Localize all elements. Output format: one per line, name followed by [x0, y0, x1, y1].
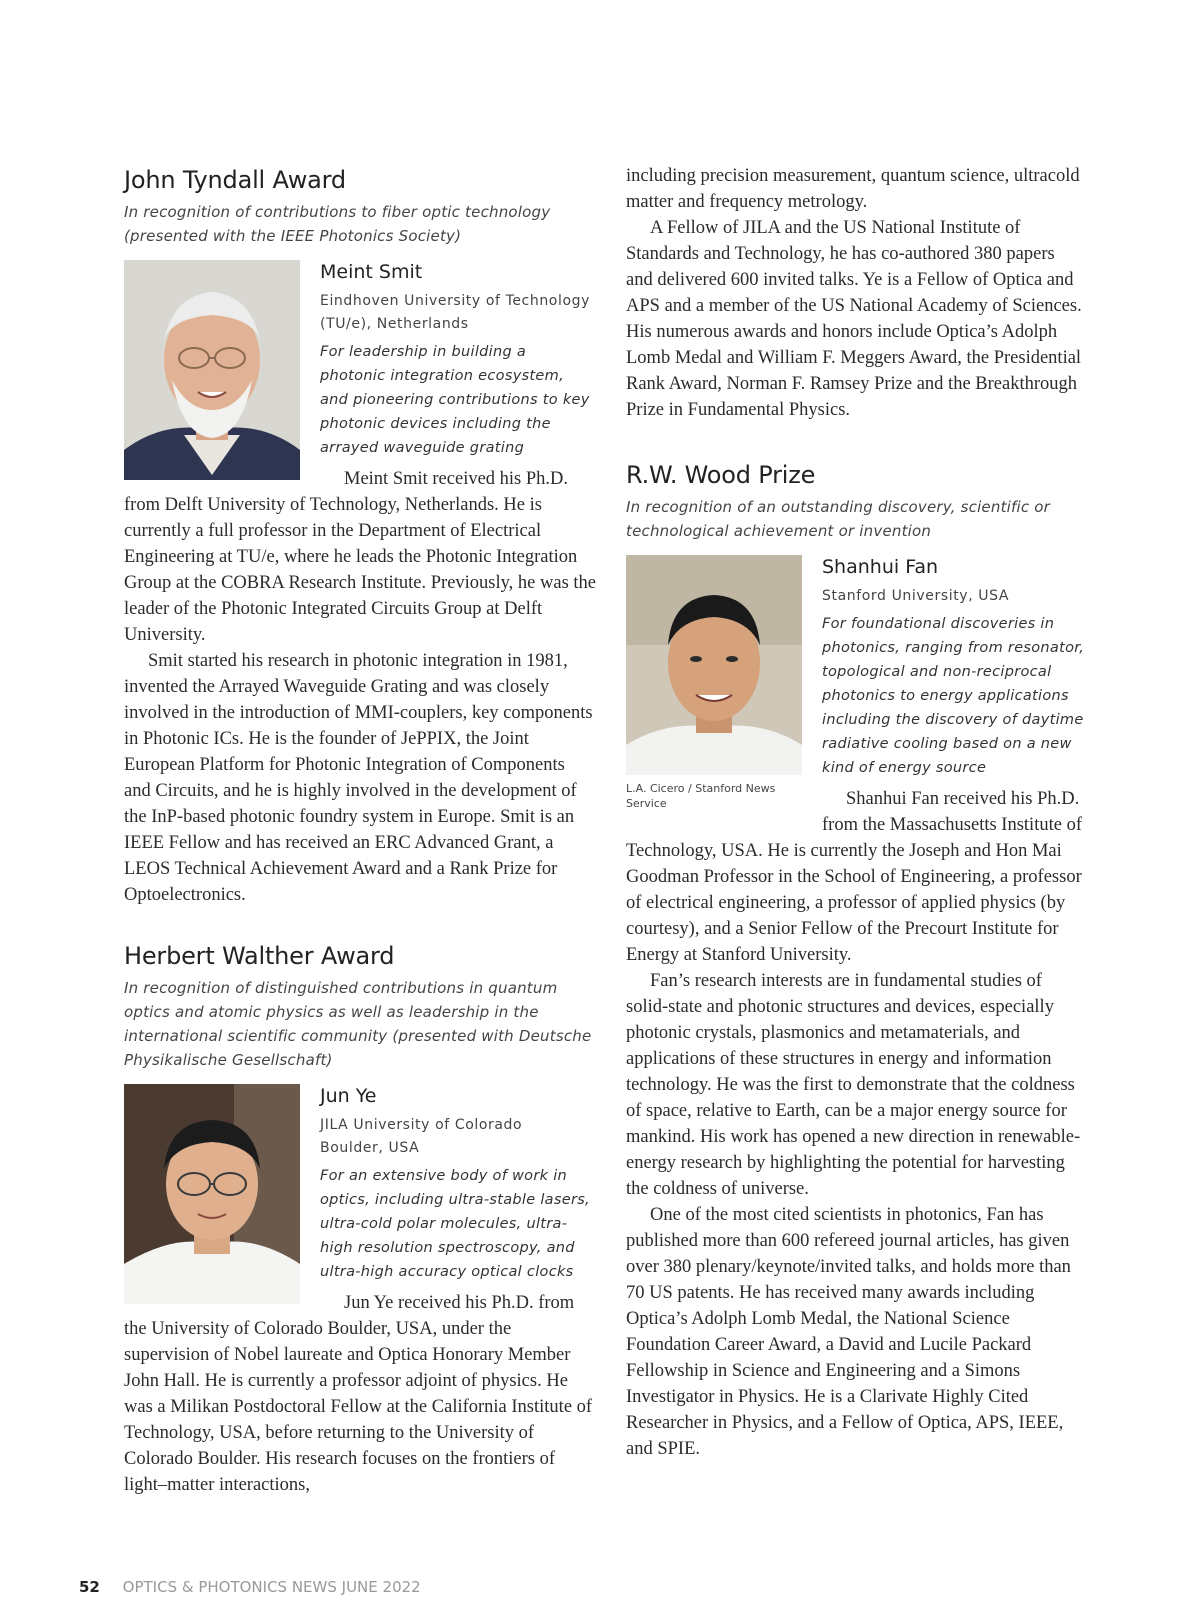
section-heading: John Tyndall Award: [124, 166, 346, 194]
left-column: [124, 166, 596, 1498]
winner-name: Meint Smit: [320, 261, 423, 283]
winner-profile: [124, 1084, 596, 1498]
winner-affiliation-country: (TU/e), Netherlands: [320, 316, 469, 332]
bio-paragraph: One of the most cited scientists in photonics, Fan has published more than 600 refereed journal articles, has given over 380 plenary/keynote/invited talks, and holds more than 70 US patents. He has received many awards including Optica’s Adolph Lomb Medal, the National Science Foundation Career Award, a David and Lucile Packard Fellowship in Science and Engineering and a Simons Investigator in Physics. He is a Clarivate Highly Cited Researcher in Physics, and a Fellow of Optica, APS, IEEE, and SPIE.: [626, 1205, 1071, 1459]
bio-paragraph: Fan’s research interests are in fundamental studies of solid-state and photonic structures and devices, especially photonic crystals, plasmonics and metamaterials, and applications of these structures in energy and information technology. He was the first to demonstrate that the coldness of space, relative to Earth, can be a major energy source for mankind. His work has opened a new direction in renewable-energy research by highlighting the potential for harvesting the coldness of universe.: [626, 971, 1081, 1199]
bio-paragraph-continued: including precision measurement, quantum science, ultracold matter and frequency metrology.: [626, 166, 1080, 212]
page-footer: [79, 1578, 421, 1596]
bio-paragraph: A Fellow of JILA and the US National Institute of Standards and Technology, he has co-authored 380 papers and delivered 600 invited talks. Ye is a Fellow of Optica and APS and a member of the US National Academy of Sciences. His numerous awards and honors include Optica’s Adolph Lomb Medal and William F. Meggers Award, the Presidential Rank Award, Norman F. Ramsey Prize and the Breakthrough Prize in Fundamental Physics.: [626, 218, 1082, 420]
page-number: 52: [79, 1578, 100, 1596]
shanhui-fan-photo: [626, 555, 802, 775]
award-citation: For foundational discoveries in photonics, ranging from resonator, topological and non-reciprocal photonics to energy applications including the discovery of daytime radiative cooling based on a new kind of energy source: [822, 616, 1085, 776]
walther-award-section: [124, 942, 596, 1498]
photo-container: [124, 1084, 300, 1304]
winner-profile: [626, 555, 1086, 1462]
section-heading: R.W. Wood Prize: [626, 461, 816, 489]
meint-smit-photo: [124, 260, 300, 480]
winner-profile: [124, 260, 596, 908]
winner-affiliation: JILA University of Colorado: [320, 1117, 523, 1133]
winner-name: Shanhui Fan: [822, 556, 939, 578]
section-spacer: [124, 908, 596, 942]
bio-paragraph: Jun Ye received his Ph.D. from the University of Colorado Boulder, USA, under the supervision of Nobel laureate and Optica Honorary Member John Hall. He is currently a professor adjoint of physics. He was a Milikan Postdoctoral Fellow at the California Institute of Technology, USA, before returning to the University of Colorado Boulder. His research focuses on the frontiers of light–matter interactions,: [124, 1293, 593, 1495]
section-heading: Herbert Walther Award: [124, 942, 395, 970]
bio-paragraph: Shanhui Fan received his Ph.D. from the Massachusetts Institute of Technology, USA. He is currently the Joseph and Hon Mai Goodman Professor in the School of Engineering, a professor of electrical engineering, a professor of applied physics (by courtesy), and a Senior Fellow of the Precourt Institute for Energy at Stanford University.: [626, 789, 1082, 965]
publication-info: OPTICS & PHOTONICS NEWS JUNE 2022: [122, 1578, 421, 1596]
section-spacer: [626, 423, 1086, 461]
bio-paragraph: Smit started his research in photonic integration in 1981, invented the Arrayed Waveguide Grating and was closely involved in the introduction of MMI-couplers, key components in Photonic ICs. He is the founder of JePPIX, the Joint European Platform for Photonic Integration of Components and Circuits, and he is highly involved in the development of the InP-based photonic foundry system in Europe. Smit is an IEEE Fellow and has received an ERC Advanced Grant, a LEOS Technical Achievement Award and a Rank Prize for Optoelectronics.: [124, 651, 593, 905]
photo-container: [124, 260, 300, 480]
photo-credit: L.A. Cicero / Stanford News Service: [626, 782, 776, 810]
award-recognition: In recognition of distinguished contributions in quantum optics and atomic physics as well as leadership in the international scientific community (presented with Deutsche Physikalische Gesellschaft): [124, 979, 592, 1069]
bio-paragraph: Meint Smit received his Ph.D. from Delft University of Technology, Netherlands. He is currently a full professor in the Department of Electrical Engineering at TU/e, where he leads the Photonic Integration Group at the COBRA Research Institute. Previously, he was the leader of the Photonic Integrated Circuits Group at Delft University.: [124, 469, 597, 645]
winner-affiliation: Stanford University, USA: [822, 588, 1010, 604]
winner-name: Jun Ye: [320, 1085, 377, 1107]
right-column: [626, 163, 1086, 1462]
photo-container: [626, 555, 802, 811]
wood-prize-section: [626, 461, 1086, 1462]
winner-affiliation: Eindhoven University of Technology: [320, 293, 590, 309]
award-citation: For leadership in building a photonic integration ecosystem, and pioneering contributions to key photonic devices including the arrayed waveguide grating: [320, 344, 590, 456]
award-recognition: In recognition of an outstanding discovery, scientific or technological achievement or invention: [626, 498, 1051, 540]
jun-ye-photo: [124, 1084, 300, 1304]
award-citation: For an extensive body of work in optics, including ultra-stable lasers, ultra-cold polar molecules, ultra-high resolution spectroscopy, and ultra-high accuracy optical clocks: [320, 1168, 590, 1280]
winner-affiliation-country: Boulder, USA: [320, 1140, 420, 1156]
tyndall-award-section: [124, 166, 596, 908]
award-recognition: In recognition of contributions to fiber optic technology (presented with the IEEE Photonics Society): [124, 203, 551, 245]
